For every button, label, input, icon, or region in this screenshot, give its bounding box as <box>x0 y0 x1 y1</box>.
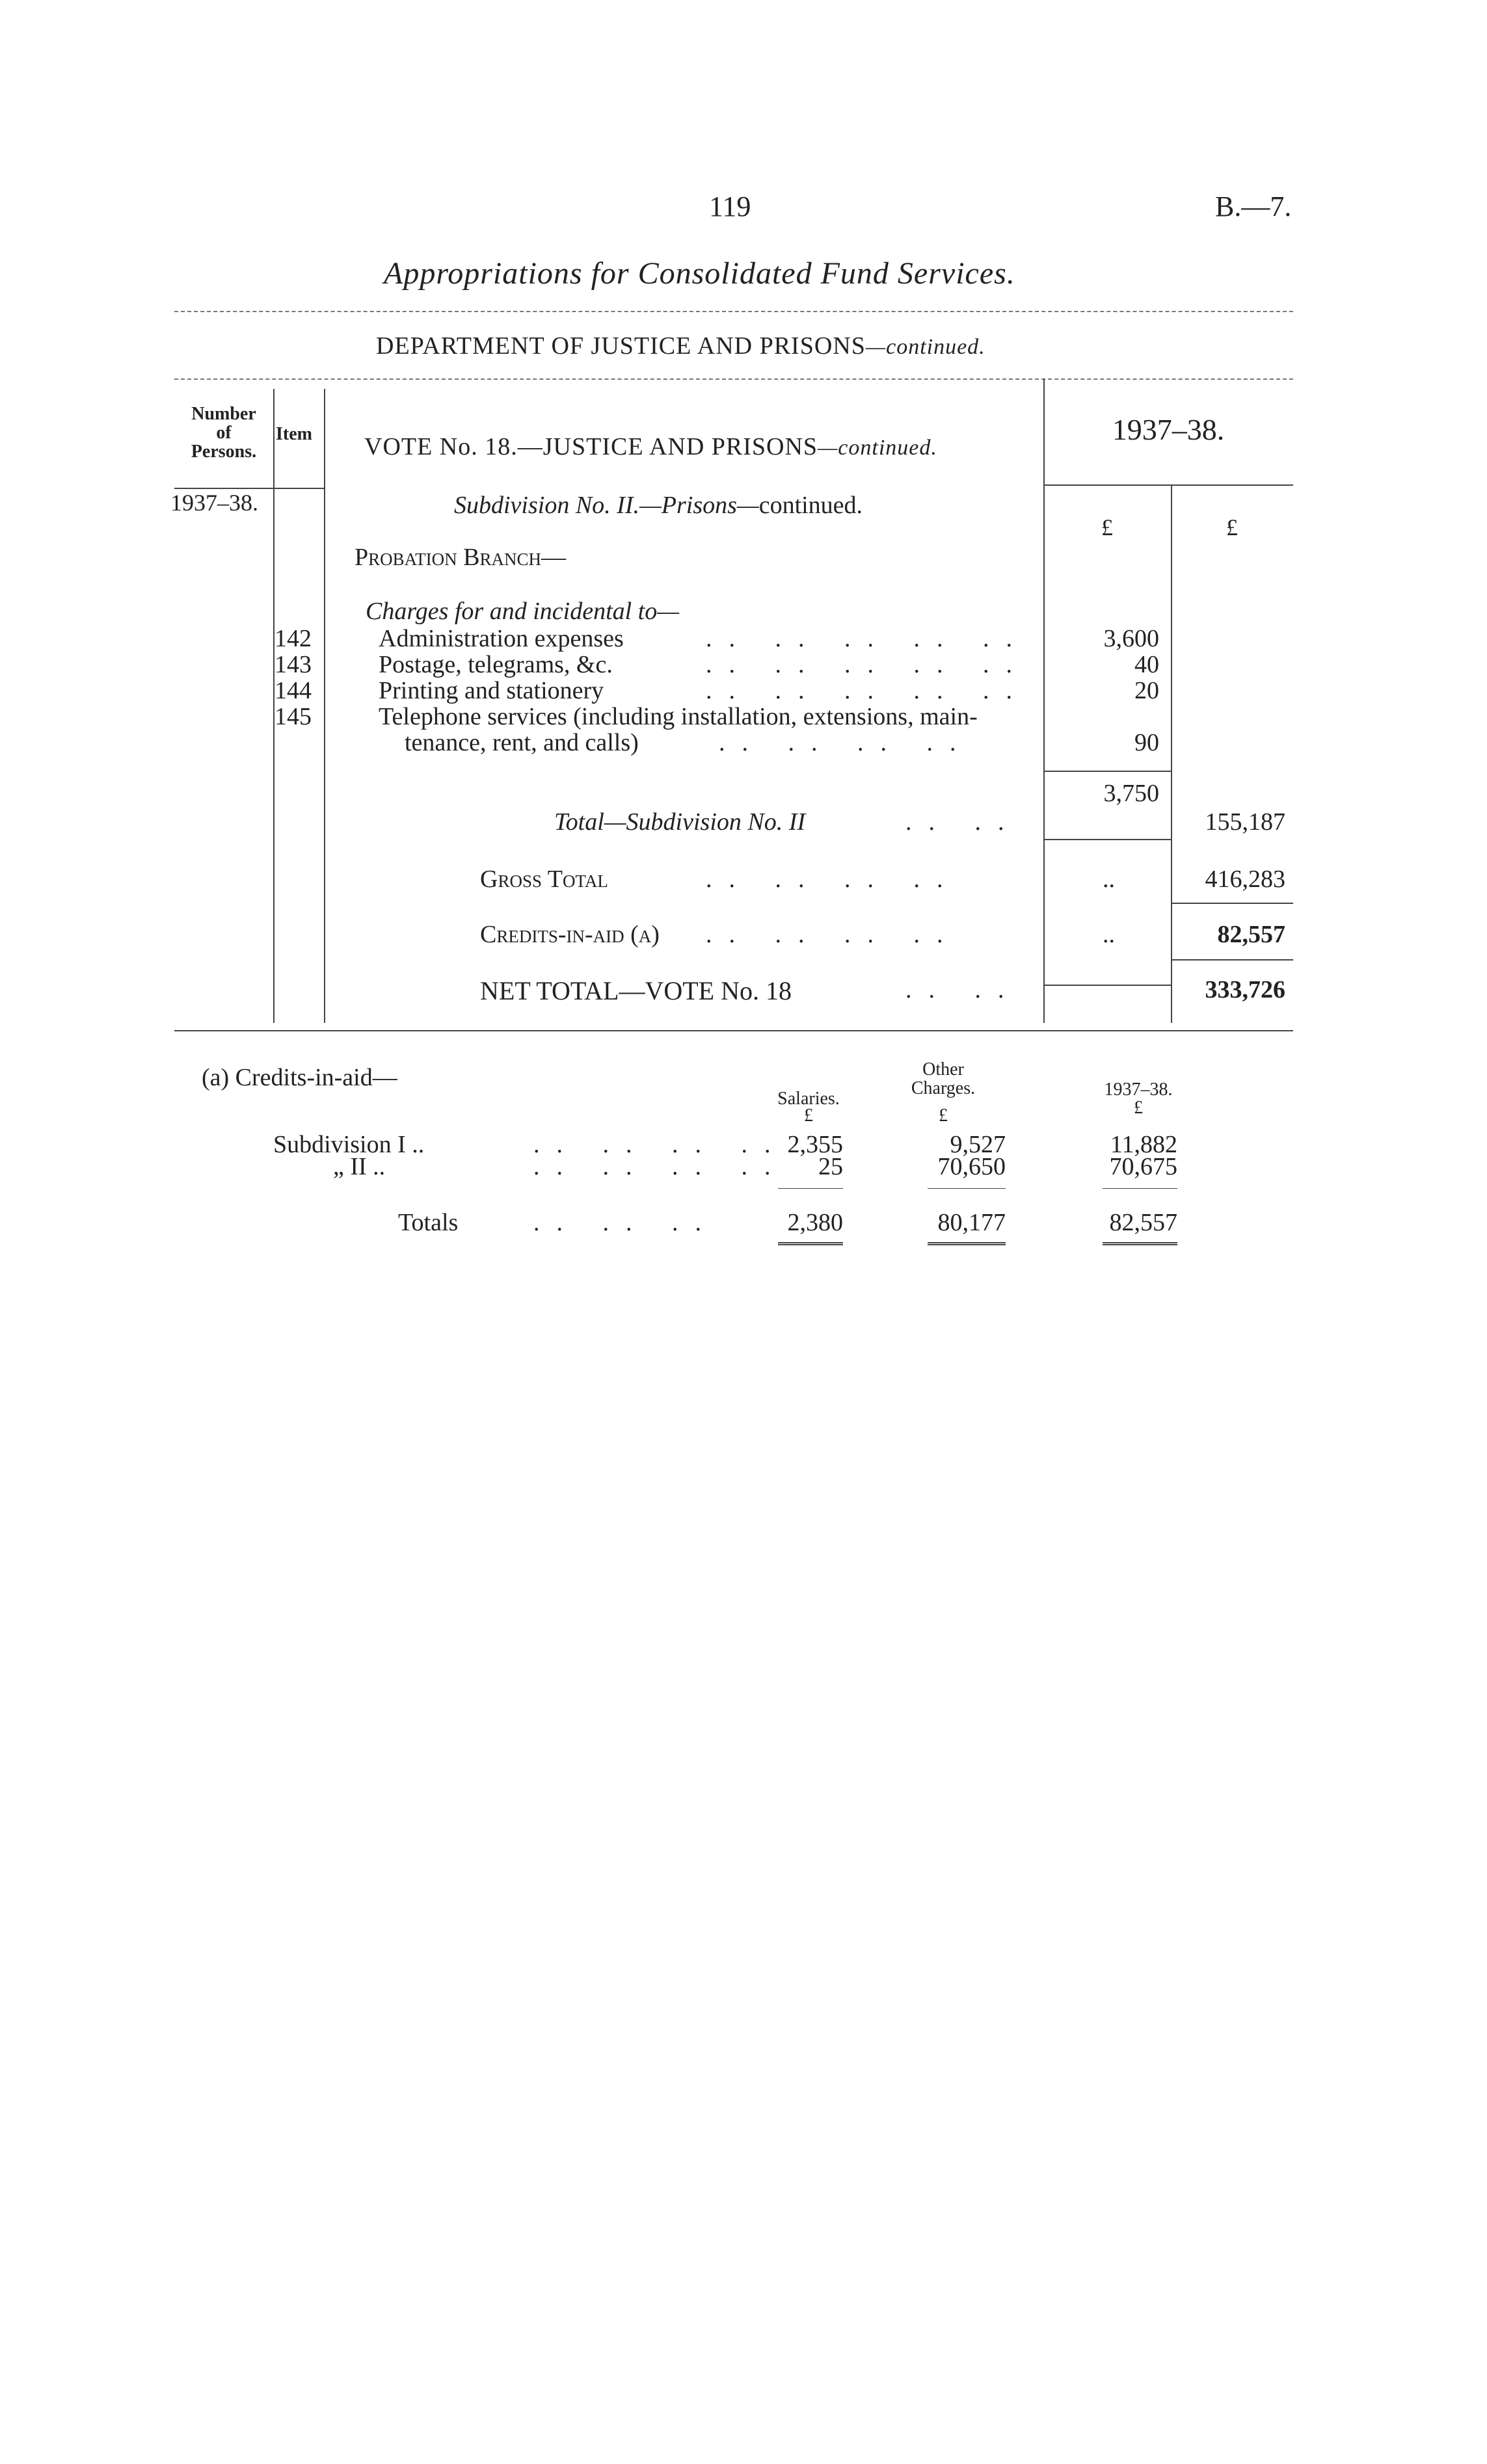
total-subdivision-label: Total—Subdivision No. II <box>554 808 806 836</box>
item-column-divider <box>324 389 325 1023</box>
net-total-value: 333,726 <box>1205 976 1285 1003</box>
leader-dots: .. .. .. .. <box>533 1131 788 1158</box>
footnote-total: 70,675 <box>1109 1153 1177 1180</box>
amount-header-rule <box>1043 484 1293 486</box>
pound-salaries: £ <box>804 1106 813 1126</box>
number-of-persons-header <box>174 404 273 461</box>
item-number: 144 <box>275 677 312 704</box>
footnote-salaries: 2,355 <box>787 1131 843 1158</box>
net-total-rule <box>1043 985 1171 986</box>
leader-dots: .. .. .. .. <box>533 1153 788 1180</box>
charges-heading: Charges for and incidental to— <box>366 598 680 625</box>
subdivision-heading-main: Subdivision No. II.—Prisons— <box>454 492 759 519</box>
department-main: DEPARTMENT OF JUSTICE AND PRISONS <box>376 332 866 360</box>
other-rule <box>928 1188 1006 1189</box>
footnote-totals-label: Totals <box>398 1209 459 1236</box>
subdivision-heading-continued: continued. <box>758 492 863 519</box>
item-number: 143 <box>275 651 312 678</box>
table-top-rule <box>174 378 1293 380</box>
salaries-double-rule <box>778 1242 843 1245</box>
credits-in-aid-col1: .. <box>1103 921 1115 948</box>
gross-total-value: 416,283 <box>1205 866 1285 893</box>
persons-header-line2: of <box>216 423 232 443</box>
footnote-other: 9,527 <box>950 1131 1006 1158</box>
pound-symbol-col2: £ <box>1226 514 1238 540</box>
footnote-totals-other: 80,177 <box>937 1209 1006 1236</box>
footnote-row-label: „ II .. <box>333 1153 386 1180</box>
branch-heading: Probation Branch— <box>355 544 566 571</box>
total-subdivision-value: 155,187 <box>1205 808 1285 836</box>
salaries-rule <box>778 1188 843 1189</box>
leader-dots: .. .. .. .. <box>706 866 960 893</box>
department-continued: —continued. <box>865 335 985 359</box>
other-double-rule <box>928 1242 1006 1245</box>
leader-dots: .. .. <box>905 976 1021 1003</box>
credits-rule <box>1171 959 1293 960</box>
gross-total-col1: .. <box>1103 866 1115 893</box>
leader-dots: .. .. <box>905 808 1021 836</box>
table-bottom-rule <box>174 1030 1293 1031</box>
footnote-totals-salaries: 2,380 <box>787 1209 843 1236</box>
vote-heading-main: VOTE No. 18.—JUSTICE AND PRISONS <box>364 433 818 460</box>
net-total-label: NET TOTAL—VOTE No. 18 <box>480 976 792 1005</box>
col-salaries: Salaries. <box>777 1089 840 1109</box>
col-other-charges <box>891 1060 995 1098</box>
footnote-row-label: Subdivision I .. <box>273 1131 425 1158</box>
item-amount: 40 <box>1134 651 1159 678</box>
leader-dots: .. .. .. .. .. <box>706 651 1029 678</box>
footnote-salaries: 25 <box>818 1153 843 1180</box>
footnote-other: 70,650 <box>937 1153 1006 1180</box>
item-description: Printing and stationery <box>379 677 604 704</box>
persons-year: 1937–38. <box>170 490 258 516</box>
subtotal-rule <box>1043 771 1171 772</box>
leader-dots: .. .. .. .. <box>706 921 960 948</box>
total-rule <box>1043 839 1171 840</box>
footnote-title: (a) Credits-in-aid— <box>202 1064 397 1091</box>
item-description: Postage, telegrams, &c. <box>379 651 613 678</box>
col-other-line2: Charges. <box>911 1078 976 1098</box>
pound-year: £ <box>1134 1098 1143 1118</box>
item-number: 142 <box>275 625 312 652</box>
page-title: Appropriations for Consolidated Fund Services. <box>384 256 1015 291</box>
item-amount: 90 <box>1134 729 1159 756</box>
credits-in-aid-label: Credits-in-aid (a) <box>480 921 660 948</box>
pound-other: £ <box>939 1106 948 1126</box>
leader-dots: .. .. .. <box>533 1209 718 1236</box>
item-amount: 3,600 <box>1103 625 1159 652</box>
vote-heading <box>364 432 937 461</box>
header-rule <box>174 311 1293 312</box>
leader-dots: .. .. .. .. .. <box>706 625 1029 652</box>
document-reference: B.—7. <box>1215 191 1292 222</box>
gross-total-label: Gross Total <box>480 866 608 893</box>
footnote-totals-total: 82,557 <box>1109 1209 1177 1236</box>
item-number: 145 <box>275 703 312 730</box>
subtotal-amount: 3,750 <box>1103 780 1159 807</box>
subdivision-heading <box>454 491 863 520</box>
persons-header-line3: Persons. <box>191 442 257 462</box>
col-year: 1937–38. <box>1104 1080 1173 1100</box>
item-amount: 20 <box>1134 677 1159 704</box>
year-header: 1937–38. <box>1112 413 1225 446</box>
item-description: Telephone services (including installation, extensions, main- <box>379 703 978 730</box>
leader-dots: .. .. .. .. .. <box>706 677 1029 704</box>
pound-symbol-col1: £ <box>1101 514 1113 540</box>
footnote-total: 11,882 <box>1110 1131 1177 1158</box>
col-other-line1: Other <box>922 1059 964 1080</box>
credits-in-aid-value: 82,557 <box>1217 921 1285 948</box>
item-description: Administration expenses <box>379 625 624 652</box>
item-description-continued: tenance, rent, and calls) <box>405 729 639 756</box>
vote-heading-continued: —continued. <box>818 436 937 460</box>
year-rule <box>1103 1188 1177 1189</box>
leader-dots: .. .. .. .. <box>719 729 973 756</box>
gross-rule <box>1171 903 1293 904</box>
year-double-rule <box>1103 1242 1177 1245</box>
page-number: 119 <box>709 191 751 222</box>
department-heading <box>376 332 985 360</box>
item-header: Item <box>276 424 312 444</box>
persons-header-line1: Number <box>191 404 256 424</box>
